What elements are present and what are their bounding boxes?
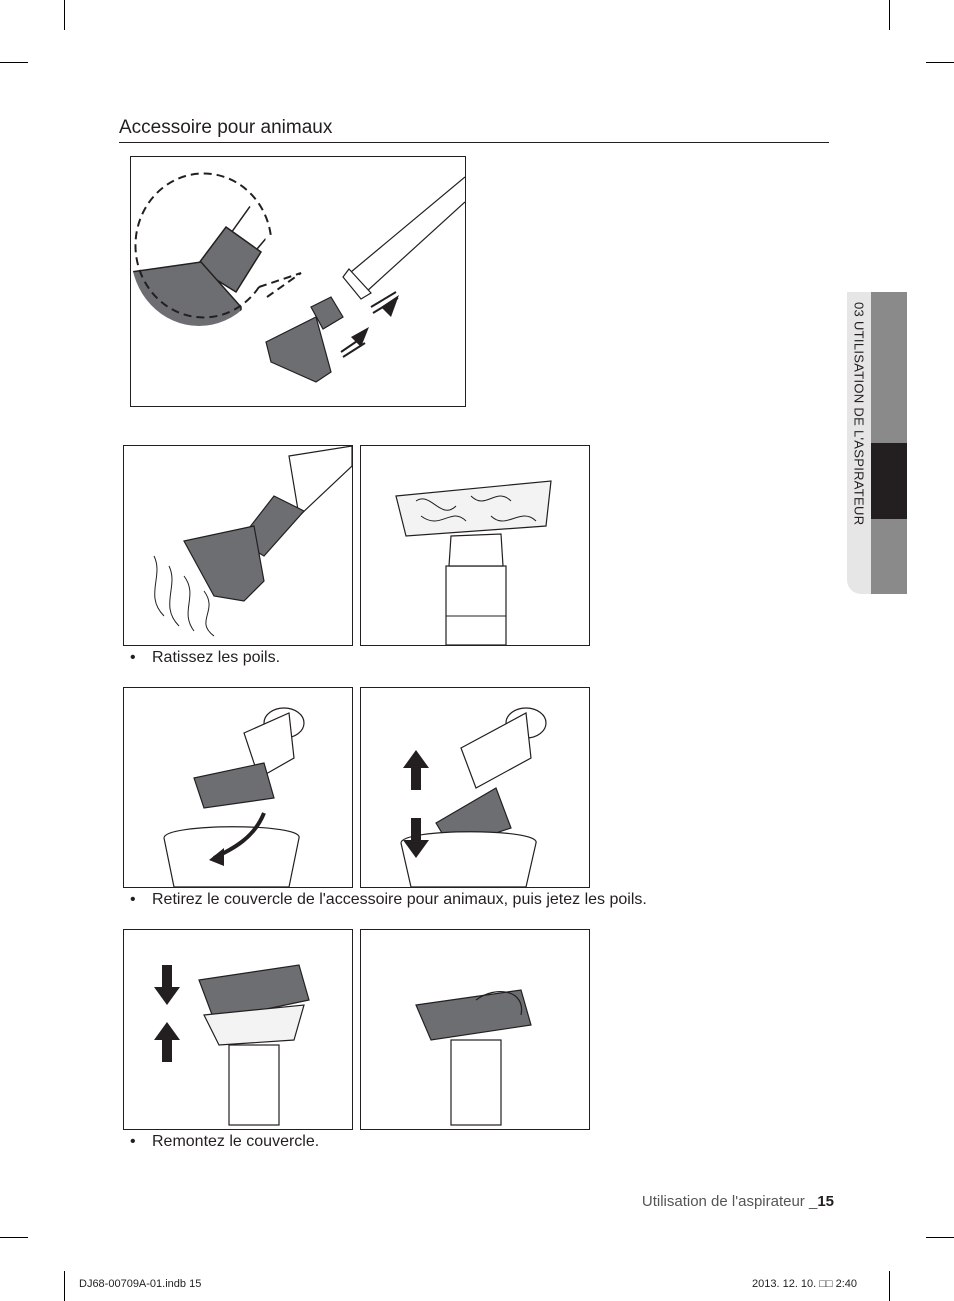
figure-attach-nozzle <box>130 156 466 407</box>
crop-mark <box>64 1271 65 1301</box>
bullet-icon: • <box>130 1133 136 1150</box>
chapter-label: 03 UTILISATION DE L'ASPIRATEUR <box>851 302 867 526</box>
slug-date: 2013. 12. 10. □□ 2:40 <box>752 1278 858 1290</box>
bullet-icon: • <box>130 649 136 666</box>
crop-mark <box>926 1237 954 1238</box>
section-title: Accessoire pour animaux <box>119 117 333 138</box>
step-1-text: • Ratissez les poils. <box>130 649 281 666</box>
figure-reattach-cover <box>123 929 353 1130</box>
crop-mark <box>0 62 28 63</box>
page-footer: Utilisation de l'aspirateur _15 <box>641 1193 834 1210</box>
figure-cover-mounted <box>360 929 590 1130</box>
title-rule <box>119 142 829 143</box>
bullet-icon: • <box>130 891 136 908</box>
figure-rake-hair <box>123 445 353 646</box>
crop-mark <box>889 0 890 30</box>
figure-remove-cover <box>123 687 353 888</box>
figure-empty-hair <box>360 687 590 888</box>
crop-mark <box>926 62 954 63</box>
page-number: 15 <box>817 1193 834 1210</box>
slug-file: DJ68-00709A-01.indb 15 <box>79 1278 202 1290</box>
crop-mark <box>889 1271 890 1301</box>
figure-nozzle-hair <box>360 445 590 646</box>
step-3-text: • Remontez le couvercle. <box>130 1133 320 1150</box>
crop-mark <box>0 1237 28 1238</box>
crop-mark <box>64 0 65 30</box>
step-2-text: • Retirez le couvercle de l'accessoire pour animaux, puis jetez les poils. <box>130 891 647 908</box>
